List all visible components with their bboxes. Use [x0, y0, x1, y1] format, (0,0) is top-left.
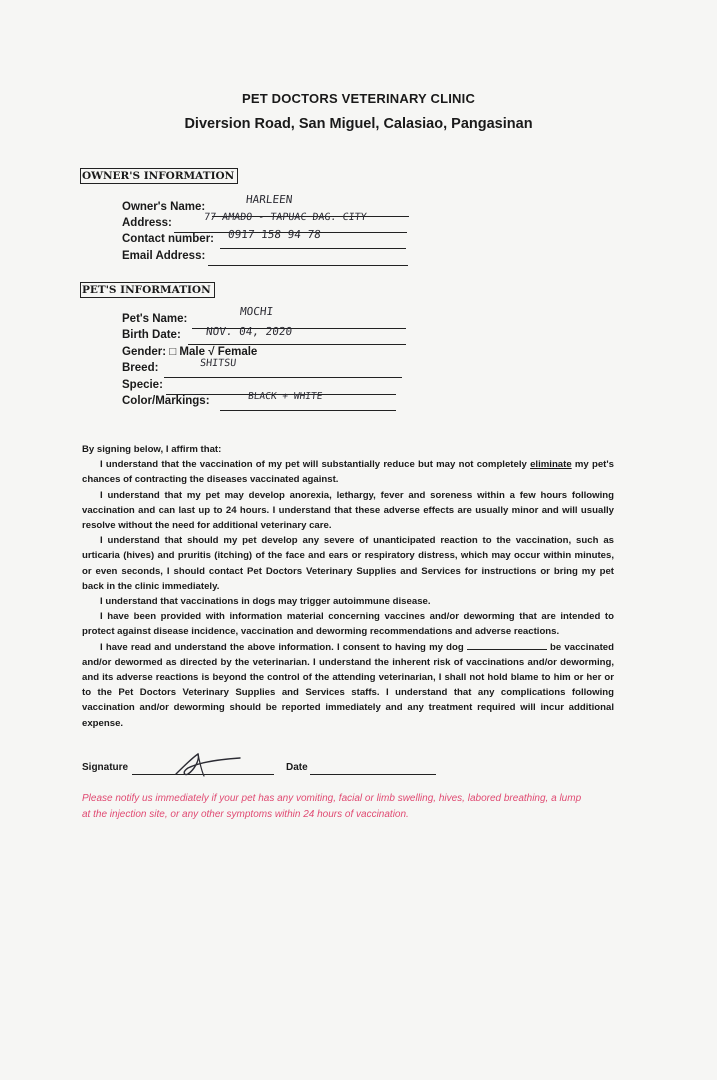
- pet-color-value: BLACK + WHITE: [247, 391, 323, 402]
- pet-name-label: Pet's Name:: [122, 313, 188, 325]
- pet-gender-label: Gender: □ Male √ Female: [122, 346, 258, 358]
- owner-contact-label: Contact number:: [122, 233, 214, 245]
- owner-email-label: Email Address:: [122, 250, 206, 262]
- owner-address-value: 77 AMADO - TAPUAC DAG. CITY: [203, 212, 368, 223]
- dog-name-blank: [467, 640, 547, 650]
- date-line: [310, 762, 436, 775]
- post-vaccination-notice: Please notify us immediately if your pet has any vomiting, facial or limb swelling, hives, labored breathing, a lump at the injection site, or any other symptoms within 24 hours of vaccination.: [82, 793, 582, 820]
- pet-birth-value: NOV. 04, 2020: [205, 325, 293, 338]
- owner-section-title: OWNER'S INFORMATION: [80, 168, 238, 184]
- eliminate-emphasis: eliminate: [530, 459, 572, 471]
- handwritten-signature: [170, 750, 244, 780]
- pet-name-value: MOCHI: [239, 305, 274, 318]
- consent-paragraph-5: I have been provided with information material concerning vaccines and/or deworming that are intended to protect against disease incidence, vaccination and deworming recommendations and adverse reactions.: [82, 611, 614, 638]
- owner-name-value: HARLEEN: [245, 193, 294, 206]
- pet-breed-value: SHITSU: [199, 358, 237, 369]
- pet-color-label: Color/Markings:: [122, 395, 210, 407]
- consent-paragraph-1: I understand that the vaccination of my pet will substantially reduce but may not completely eliminate my pet's chances of contracting the diseases vaccinated against.: [82, 459, 614, 486]
- consent-paragraph-4: I understand that vaccinations in dogs may trigger autoimmune disease.: [100, 596, 431, 608]
- clinic-address: Diversion Road, San Miguel, Calasiao, Pangasinan: [184, 116, 533, 132]
- pet-section-title: PET'S INFORMATION: [80, 282, 215, 298]
- signature-label: Signature: [82, 762, 129, 773]
- owner-address-label: Address:: [122, 217, 172, 229]
- consent-text: [82, 442, 614, 731]
- pet-birth-label: Birth Date:: [122, 329, 181, 341]
- date-label: Date: [286, 762, 308, 773]
- consent-paragraph-3: I understand that should my pet develop any severe of unanticipated reaction to the vaccination, such as urticaria (hives) and pruritis (itching) of the face and ears or respiratory distress, which may occur within minutes, or even seconds, I should contact Pet Doctors Veterinary Supplies and Services for instructions or bring my pet back in the clinic immediately.: [82, 535, 614, 592]
- clinic-name: PET DOCTORS VETERINARY CLINIC: [241, 91, 476, 106]
- consent-paragraph-6: I have read and understand the above information. I consent to having my dog be vaccinated and/or dewormed as directed by the veterinarian. I understand the inherent risk of vaccinations and/or deworming, and its adverse reactions is beyond the control of the attending veterinarian, I shall not hold blame to him or her or to the Pet Doctors Veterinary Supplies and Services staffs. I understand that any complications following vaccination and/or deworming should be reported immediately and any treatment required will incur additional expense.: [82, 641, 614, 729]
- owner-contact-value: 0917 158 94 78: [227, 228, 322, 241]
- signature-row: [82, 762, 482, 782]
- consent-intro: By signing below, I affirm that:: [82, 444, 222, 455]
- consent-paragraph-2: I understand that my pet may develop anorexia, lethargy, fever and soreness within a few hours following vaccination and can last up to 24 hours. I understand that these adverse effects are usually minor and will usually resolve without the need for additional veterinary care.: [82, 489, 614, 532]
- pet-specie-label: Specie:: [122, 379, 163, 391]
- owner-name-label: Owner's Name:: [122, 201, 206, 213]
- pet-breed-label: Breed:: [122, 362, 159, 374]
- owner-email-line: [208, 250, 408, 266]
